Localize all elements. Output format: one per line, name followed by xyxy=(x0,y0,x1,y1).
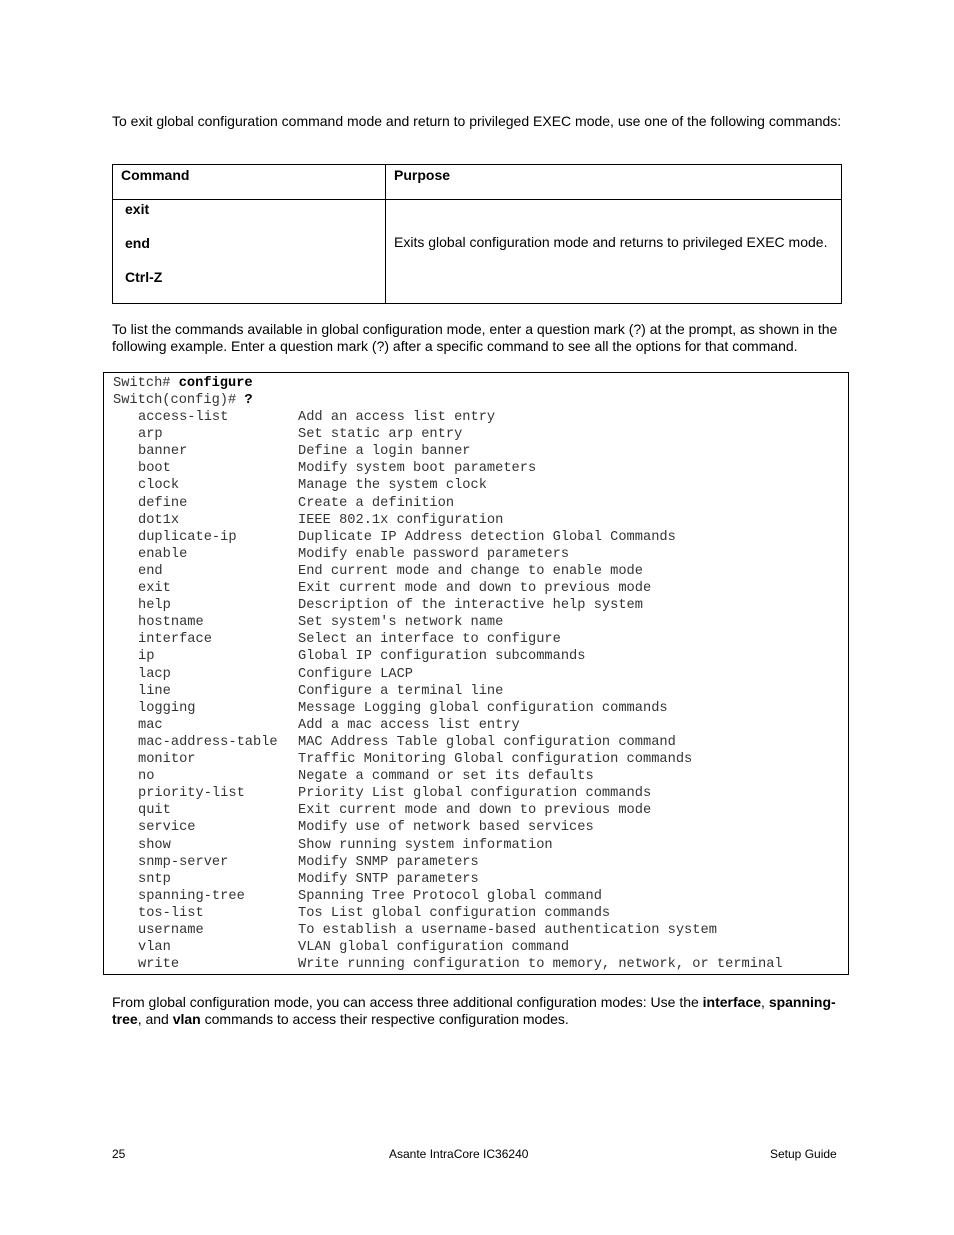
code-option-line xyxy=(113,563,833,580)
option-name: duplicate-ip xyxy=(138,529,237,545)
option-description: MAC Address Table global configuration command xyxy=(298,734,676,750)
option-description: Write running configuration to memory, network, or terminal xyxy=(298,957,783,973)
code-option-line xyxy=(113,871,833,888)
option-description: Modify SNTP parameters xyxy=(298,871,479,887)
option-description: Set static arp entry xyxy=(298,427,463,443)
footer-document-title: Setup Guide xyxy=(770,1147,837,1161)
code-option-line xyxy=(113,837,833,854)
code-option-line xyxy=(113,631,833,648)
list-commands-paragraph: To list the commands available in global configuration mode, enter a question mark (?) at the prompt, as shown in the following example. Enter a question mark (?) after a specific command to see all the options for that command. xyxy=(112,321,838,354)
option-description: Modify enable password parameters xyxy=(298,546,570,562)
closing-bold-vlan: vlan xyxy=(172,1011,201,1027)
table-header-row xyxy=(113,165,842,200)
option-description: Description of the interactive help system xyxy=(298,598,643,614)
intro-paragraph: To exit global configuration command mode and return to privileged EXEC mode, use one of the following commands: xyxy=(112,113,842,129)
option-name: tos-list xyxy=(138,905,204,921)
option-description: To establish a username-based authentication system xyxy=(298,923,717,938)
option-name: end xyxy=(138,563,163,579)
option-description: Configure LACP xyxy=(298,666,413,682)
option-description: Modify system boot parameters xyxy=(298,461,537,477)
option-name: username xyxy=(138,923,204,938)
footer-product-name: Asante IntraCore IC36240 xyxy=(389,1147,529,1161)
code-option-line xyxy=(113,409,833,426)
option-name: snmp-server xyxy=(138,854,229,870)
command-list xyxy=(113,200,385,303)
code-option-line xyxy=(113,683,833,700)
option-name: banner xyxy=(138,444,188,460)
option-name: sntp xyxy=(138,871,171,887)
code-option-line xyxy=(113,460,833,477)
command-exit: exit xyxy=(125,201,150,217)
option-name: enable xyxy=(138,546,188,562)
option-name: dot1x xyxy=(138,512,180,528)
option-name: hostname xyxy=(138,615,204,631)
closing-text-2: , xyxy=(761,994,769,1010)
commands-cell xyxy=(113,200,386,304)
option-name: mac xyxy=(138,717,163,733)
closing-bold-interface: interface xyxy=(702,994,762,1010)
code-option-line xyxy=(113,512,833,529)
header-purpose-cell xyxy=(386,165,842,200)
option-name: write xyxy=(138,957,180,973)
code-option-line xyxy=(113,546,833,563)
option-description: Tos List global configuration commands xyxy=(298,905,611,921)
option-description: Manage the system clock xyxy=(298,478,487,494)
header-command-cell xyxy=(113,165,386,200)
option-name: spanning-tree xyxy=(138,888,245,904)
code-option-line xyxy=(113,734,833,751)
option-name: mac-address-table xyxy=(138,734,278,750)
exit-commands-table xyxy=(112,164,842,304)
code-line-configure xyxy=(113,375,253,392)
option-name: show xyxy=(138,837,171,853)
command-ctrl-z: Ctrl-Z xyxy=(125,269,163,285)
code-option-line xyxy=(113,597,833,614)
option-name: arp xyxy=(138,427,163,443)
option-description: Add an access list entry xyxy=(298,410,496,425)
option-description: Modify SNMP parameters xyxy=(298,854,479,870)
option-description: Add a mac access list entry xyxy=(298,717,520,733)
code-option-line xyxy=(113,477,833,494)
code-option-line xyxy=(113,580,833,597)
option-description: VLAN global configuration command xyxy=(298,940,570,956)
code-option-line xyxy=(113,666,833,683)
option-name: no xyxy=(138,769,155,785)
option-name: boot xyxy=(138,461,171,477)
option-description: End current mode and change to enable mode xyxy=(298,563,643,579)
option-name: logging xyxy=(138,700,196,716)
option-name: vlan xyxy=(138,940,171,956)
option-name: clock xyxy=(138,478,180,494)
code-option-line xyxy=(113,905,833,922)
option-description: Define a login banner xyxy=(298,444,471,460)
code-option-line xyxy=(113,495,833,512)
option-description: IEEE 802.1x configuration xyxy=(298,512,504,528)
option-name: lacp xyxy=(138,666,171,682)
option-name: quit xyxy=(138,803,171,819)
option-description: Show running system information xyxy=(298,837,553,853)
option-description: Exit current mode and down to previous mode xyxy=(298,581,652,596)
code-line-question xyxy=(113,392,253,409)
closing-text-3: , and xyxy=(137,1011,173,1027)
option-description: Set system's network name xyxy=(298,615,504,631)
closing-paragraph xyxy=(112,994,844,1028)
option-name: monitor xyxy=(138,752,196,767)
code-option-line xyxy=(113,888,833,905)
code-option-line xyxy=(113,700,833,717)
closing-text-4: commands to access their respective configuration modes. xyxy=(200,1011,569,1027)
code-option-line xyxy=(113,956,833,973)
code-option-line xyxy=(113,529,833,546)
code-option-line xyxy=(113,854,833,871)
option-name: exit xyxy=(138,581,171,596)
code-option-line xyxy=(113,819,833,836)
option-name: interface xyxy=(138,632,212,648)
option-name: line xyxy=(138,683,171,699)
code-option-line xyxy=(113,939,833,956)
closing-text-1: From global configuration mode, you can access three additional configuration modes: Use the xyxy=(112,994,703,1010)
closing-bold-spanning-tree: spanning-tree xyxy=(112,994,836,1027)
code-option-line xyxy=(113,614,833,631)
option-description: Message Logging global configuration commands xyxy=(298,700,668,716)
prompt-switch-config: Switch(config)# xyxy=(113,393,245,408)
code-option-line xyxy=(113,717,833,734)
option-name: priority-list xyxy=(138,786,245,802)
code-option-line xyxy=(113,443,833,460)
option-description: Select an interface to configure xyxy=(298,632,561,648)
option-description: Spanning Tree Protocol global command xyxy=(298,888,602,904)
purpose-cell xyxy=(386,200,842,304)
header-command-label: Command xyxy=(121,167,190,183)
option-description: Duplicate IP Address detection Global Commands xyxy=(298,529,676,545)
prompt-switch: Switch# xyxy=(113,376,179,391)
code-option-line xyxy=(113,648,833,665)
code-example-box xyxy=(103,372,849,975)
footer-page-number: 25 xyxy=(112,1147,126,1161)
code-option-line xyxy=(113,426,833,443)
code-option-line xyxy=(113,922,833,939)
option-description: Negate a command or set its defaults xyxy=(298,769,594,785)
option-name: help xyxy=(138,598,171,614)
option-description: Traffic Monitoring Global configuration commands xyxy=(298,752,693,767)
header-purpose-label: Purpose xyxy=(394,167,451,183)
option-description: Exit current mode and down to previous mode xyxy=(298,803,652,819)
option-name: service xyxy=(138,820,196,836)
option-description: Modify use of network based services xyxy=(298,820,594,836)
option-description: Configure a terminal line xyxy=(298,683,504,699)
command-end: end xyxy=(125,235,150,251)
table-row xyxy=(113,200,842,304)
option-name: ip xyxy=(138,649,155,665)
code-option-line xyxy=(113,802,833,819)
code-option-line xyxy=(113,785,833,802)
option-name: access-list xyxy=(138,410,229,425)
command-configure: configure xyxy=(178,376,253,391)
command-question-mark: ? xyxy=(244,393,253,408)
option-description: Global IP configuration subcommands xyxy=(298,649,586,665)
option-description: Priority List global configuration commands xyxy=(298,786,652,802)
code-option-line xyxy=(113,751,833,768)
option-name: define xyxy=(138,495,188,511)
purpose-text: Exits global configuration mode and returns to privileged EXEC mode. xyxy=(394,234,828,250)
option-description: Create a definition xyxy=(298,495,455,511)
code-option-line xyxy=(113,768,833,785)
